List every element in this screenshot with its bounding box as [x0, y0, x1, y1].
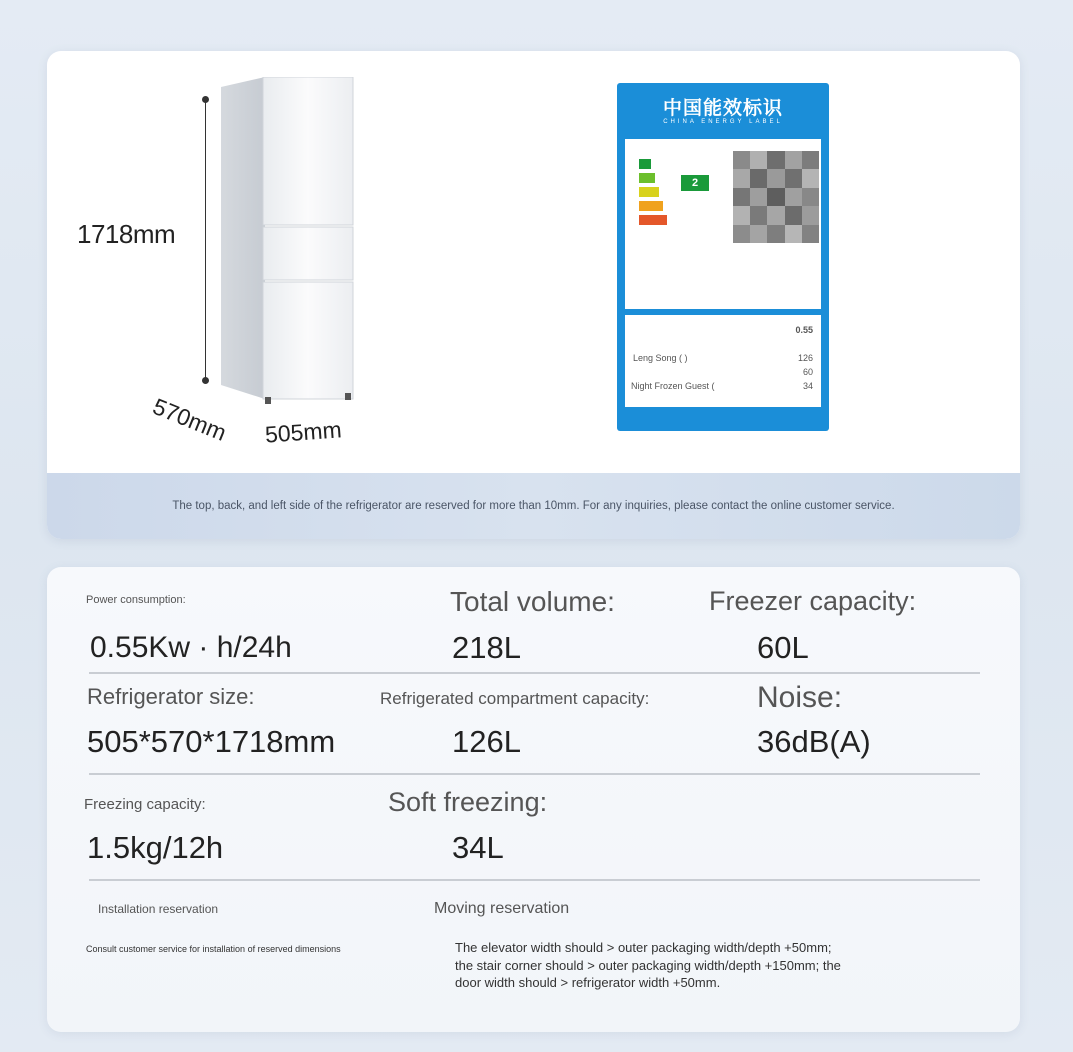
- soft-freezing-label: Soft freezing:: [388, 787, 548, 817]
- power-consumption-label: Power consumption:: [86, 594, 186, 606]
- refrigerated-compartment-label: Refrigerated compartment capacity:: [380, 689, 650, 708]
- freezing-capacity-value: 1.5kg/12h: [87, 830, 224, 865]
- energy-row-1-value: 126: [797, 353, 813, 363]
- energy-label-title: 中国能效标识: [662, 98, 783, 119]
- clearance-notice: The top, back, and left side of the refrigerator are reserved for more than 10mm. For any inquiries, please contact the online customer service.: [47, 473, 1020, 539]
- grade-bar-1: [639, 159, 651, 169]
- energy-row-3-label: Night Frozen Guest (: [631, 381, 715, 391]
- energy-row-3-value: 34: [802, 381, 813, 391]
- depth-label: 570mm: [149, 393, 231, 446]
- installation-reservation-text: Consult customer service for installation of reserved dimensions: [86, 944, 341, 954]
- moving-reservation-text: The elevator width should > outer packaging width/depth +50mm; the stair corner should > outer packaging width/depth +150mm; the door width should > refrigerator width +50mm.: [455, 940, 841, 990]
- energy-label: [617, 83, 829, 431]
- divider-3: [89, 879, 980, 881]
- moving-reservation-label: Moving reservation: [434, 900, 570, 917]
- pixelated-qr-code: [733, 151, 819, 243]
- refrigerator-image: [219, 77, 359, 407]
- energy-values-panel: [625, 315, 821, 407]
- grade-bar-5: [639, 215, 667, 225]
- noise-label: Noise:: [757, 681, 843, 714]
- soft-freezing-value: 34L: [452, 830, 504, 865]
- product-dimensions-card: [47, 51, 1020, 539]
- refrigerator-size-value: 505*570*1718mm: [87, 724, 336, 759]
- noise-value: 36dB(A): [757, 724, 871, 759]
- total-volume-value: 218L: [452, 630, 521, 665]
- divider-1: [89, 672, 980, 674]
- height-dimension-line: [205, 99, 206, 381]
- grade-indicator: 2: [681, 175, 709, 191]
- power-consumption-value: 0.55Kw · h/24h: [90, 631, 292, 664]
- freezer-capacity-label: Freezer capacity:: [709, 586, 917, 616]
- specifications-card: [47, 567, 1020, 1032]
- width-label: 505mm: [264, 416, 343, 448]
- freezer-capacity-value: 60L: [757, 630, 809, 665]
- energy-grade-panel: [625, 139, 821, 309]
- total-volume-label: Total volume:: [450, 586, 615, 617]
- refrigerator-size-label: Refrigerator size:: [87, 684, 255, 709]
- grade-bar-4: [639, 201, 663, 211]
- grade-bar-2: [639, 173, 655, 183]
- energy-row-1-label: Leng Song ( ): [633, 353, 688, 363]
- grade-bar-3: [639, 187, 659, 197]
- installation-reservation-label: Installation reservation: [98, 902, 219, 916]
- divider-2: [89, 773, 980, 775]
- energy-row-2-value: 60: [802, 367, 813, 377]
- energy-label-subtitle: CHINA ENERGY LABEL: [663, 119, 783, 125]
- height-label: 1718mm: [77, 219, 176, 249]
- energy-consumption-value: 0.55: [795, 325, 813, 335]
- freezing-capacity-label: Freezing capacity:: [84, 796, 206, 813]
- refrigerated-compartment-value: 126L: [452, 724, 521, 759]
